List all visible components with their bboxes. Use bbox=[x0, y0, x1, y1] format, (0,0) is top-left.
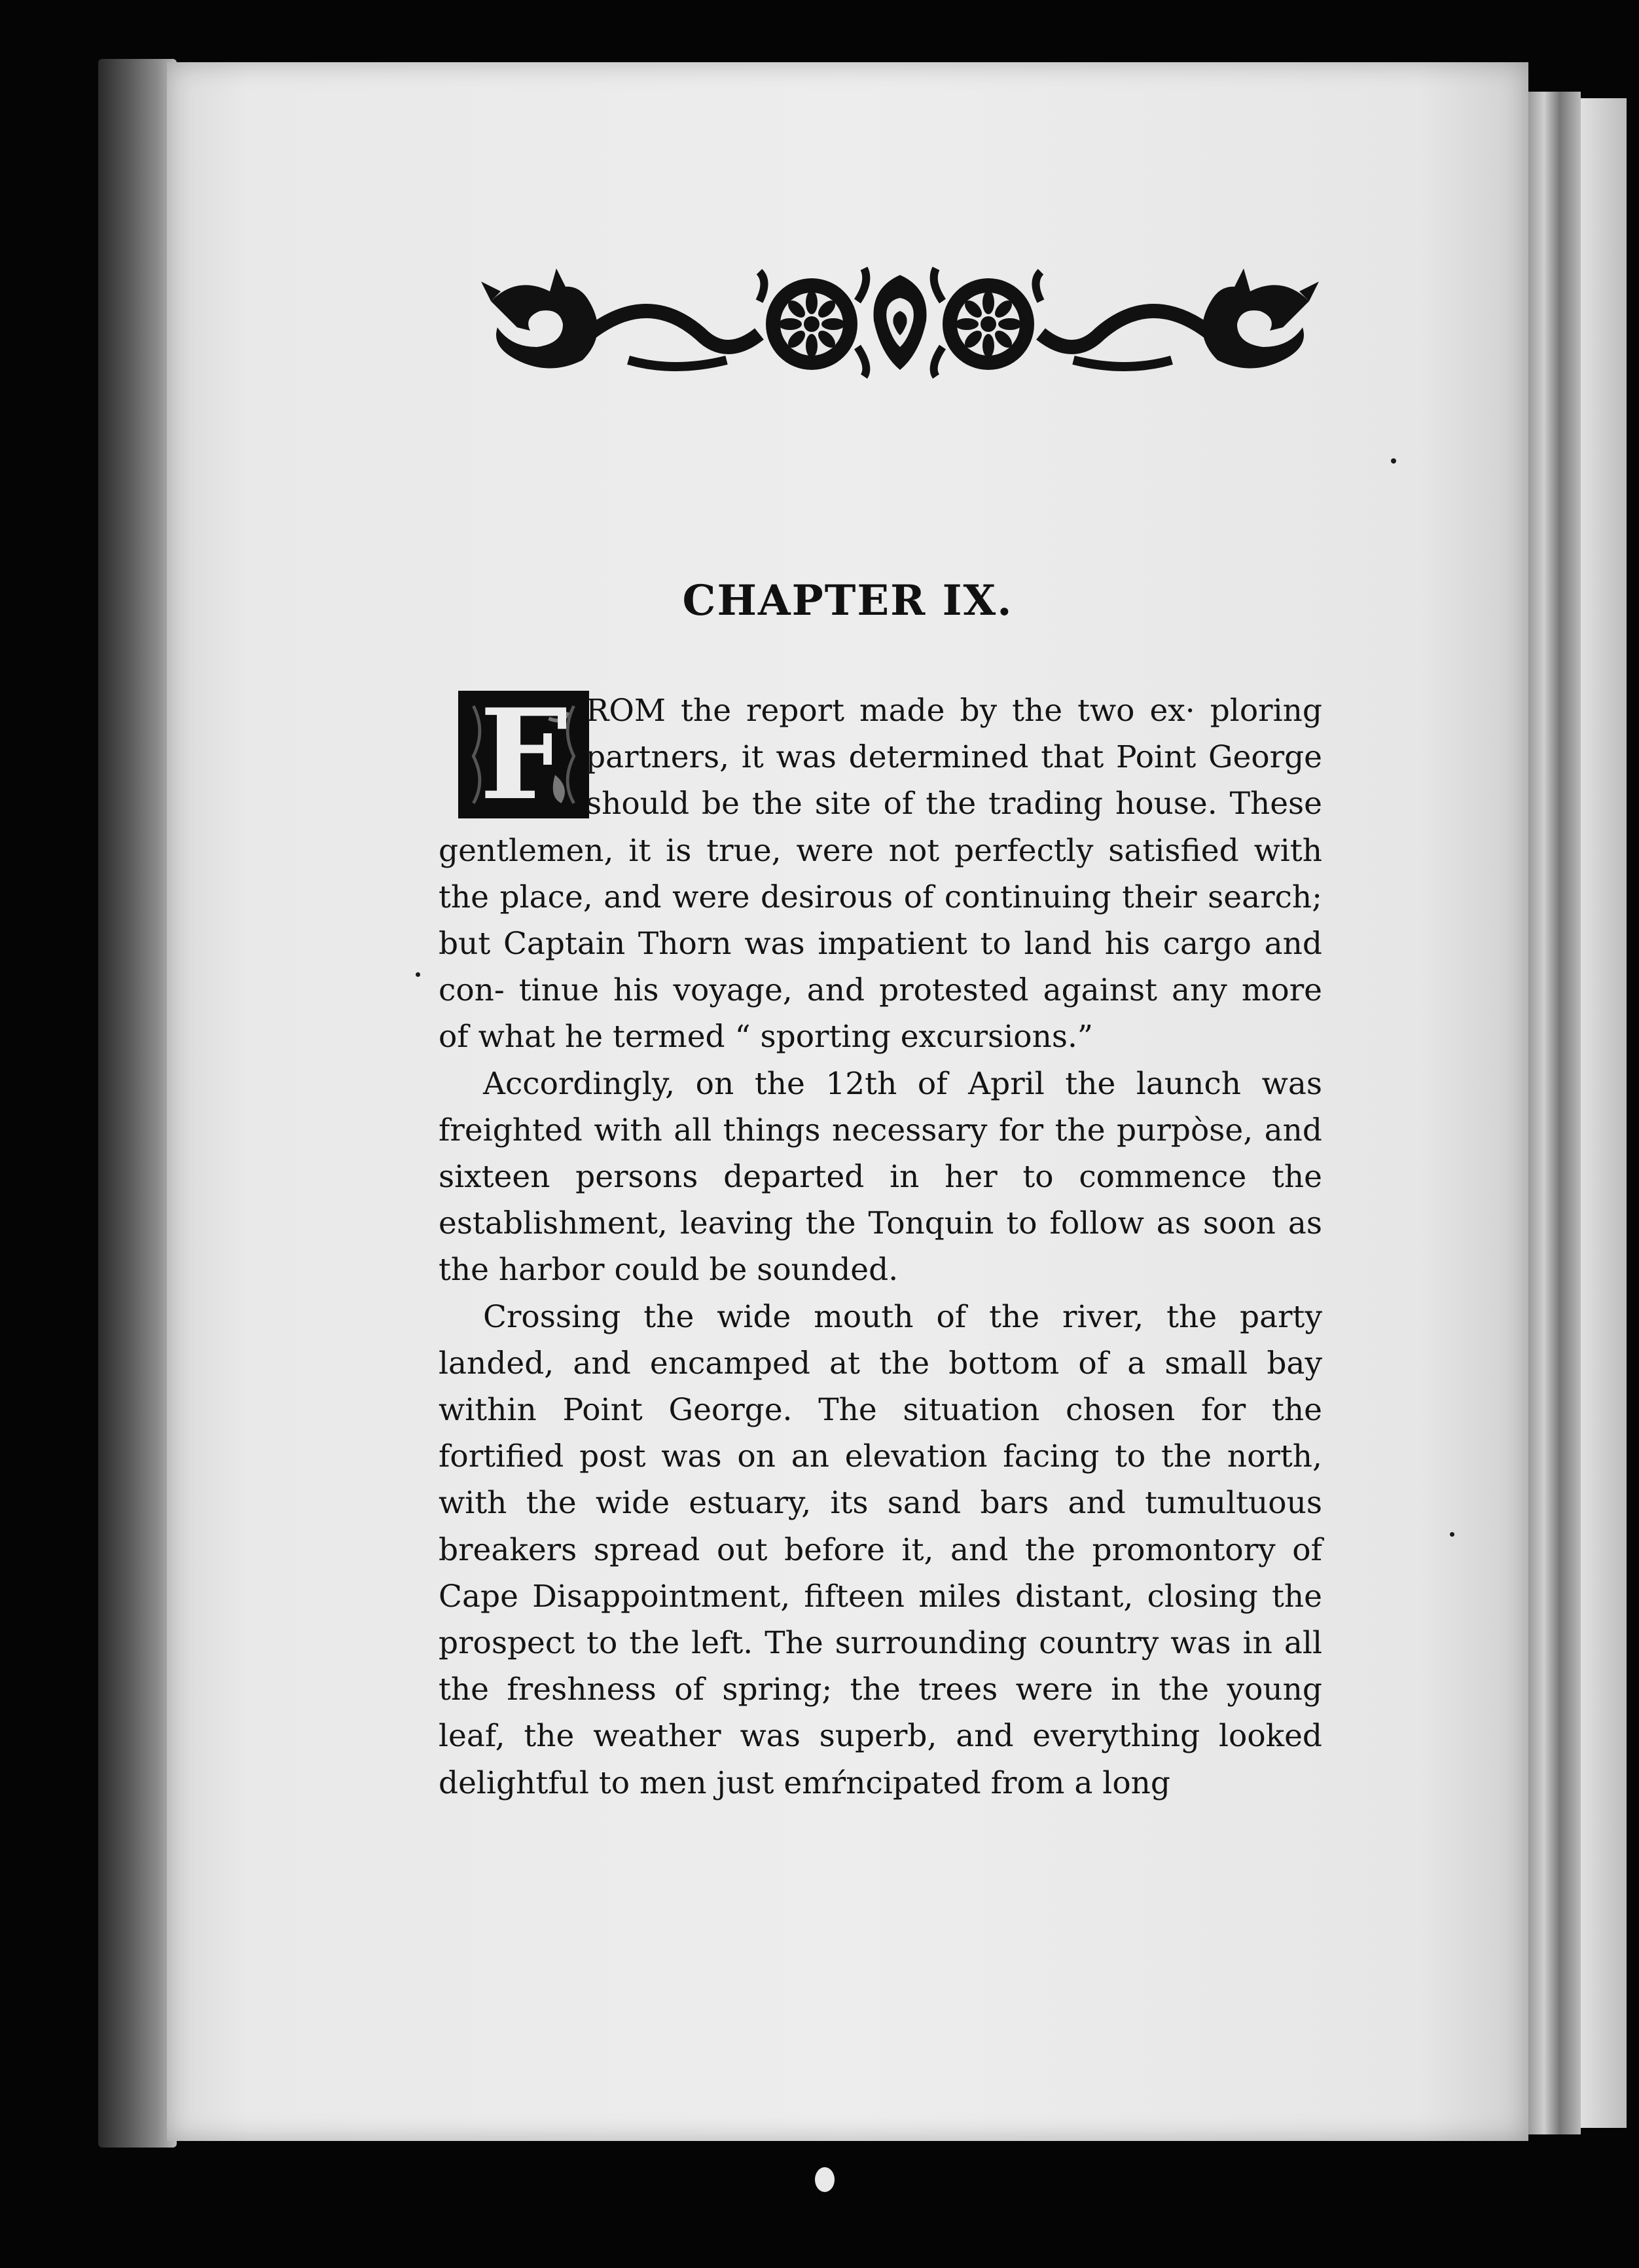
dust-mark bbox=[416, 972, 420, 977]
ornamental-headpiece-icon bbox=[478, 262, 1322, 380]
dust-mark bbox=[815, 2167, 835, 2192]
page-gutter bbox=[1528, 92, 1581, 2134]
book-spine-edge bbox=[98, 59, 177, 2148]
paragraph-lead-word: ROM bbox=[586, 693, 666, 729]
drop-cap-letter: F bbox=[479, 691, 568, 818]
paragraph: Accordingly, on the 12th of April the launch was freighted with all things necessary for the purpòse, and sixteen persons departed in her to commence the establishment, leaving the Tonquin to follow as soon as the harbor could be sounded. bbox=[439, 1065, 1322, 1289]
paragraph: Crossing the wide mouth of the river, the party landed, and encamped at the bottom of a small bay within Point George. The situation chosen for the fortified post was on an elevation facing to the north, with the wide estuary, its sand bars and tumultuous breakers spread out before it, and the promontory of Cape Disappointment, fifteen miles distant, closing the prospect to the left. The surrounding country was in all the freshness of spring; the trees were in the young leaf, the weather was superb, and everything looked delightful to men just emŕncipated from a long bbox=[439, 1298, 1322, 1801]
dust-mark bbox=[1450, 1532, 1454, 1537]
chapter-title: CHAPTER IX. bbox=[682, 576, 1013, 625]
body-text bbox=[439, 687, 1322, 1806]
paragraph-text: the report made by the two ex· ploring partners, it was determined that Point George should be the site of the trading house. These gentlemen, it is true, were not perfectly satisfied with the place, and were desirous of continuing their search; but Captain Thorn was impatient to land his cargo and con- tinue his voyage, and protested against any more of what he termed “ sporting excursions.” bbox=[439, 693, 1322, 1055]
facing-page-edge bbox=[1581, 98, 1627, 2128]
dust-mark bbox=[1391, 458, 1396, 464]
paragraph bbox=[439, 687, 1322, 1061]
